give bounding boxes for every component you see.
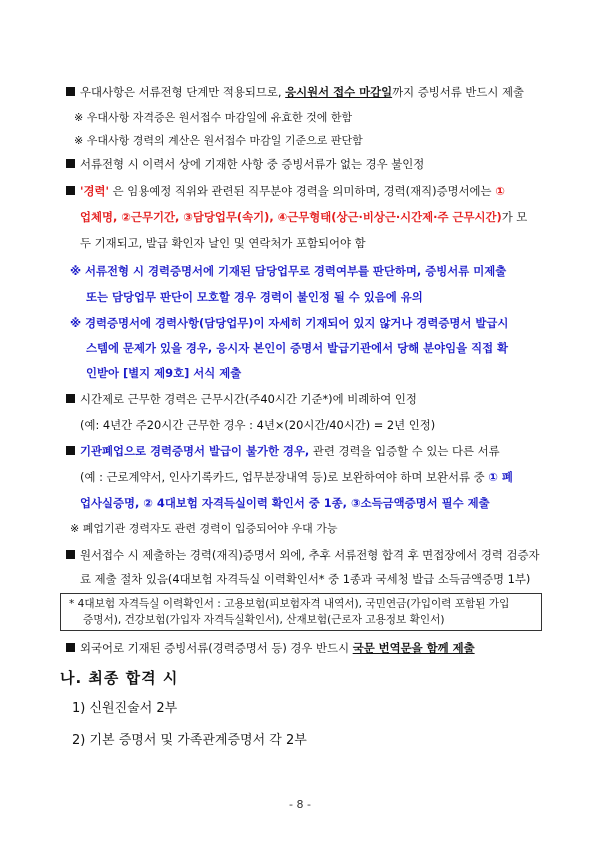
square-bullet-icon — [66, 394, 75, 403]
text: 우대사항은 서류전형 단계만 적용되므로, — [80, 85, 286, 99]
bullet-line-foreign-language — [66, 641, 475, 655]
page-number: - 8 - — [289, 798, 311, 811]
text: 원서접수 시 제출하는 경력(재직)증명서 외에, 추후 서류전형 합격 후 면접장에서 경력 검증자 — [80, 548, 540, 562]
circled-one: ① — [495, 184, 505, 198]
text: 은 임용예정 직위와 관련된 직무분야 경력을 의미하며, 경력(재직)증명서에는 — [108, 184, 496, 198]
square-bullet-icon — [66, 550, 75, 559]
translation-emphasis: 국문 번역문을 함께 제출 — [352, 641, 475, 655]
career-quote: '경력' — [80, 184, 109, 198]
career-items-emphasis: 업체명, ②근무기간, ③담당업무(속기), ④근무형태(상근·비상근·시간제·주 근무시간) — [80, 210, 502, 224]
square-bullet-icon — [66, 446, 75, 455]
bullet-line-no-proof — [66, 157, 424, 171]
career-items-line — [80, 210, 527, 224]
section-heading-final-pass: 나. 최종 합격 시 — [60, 669, 179, 687]
note-line-detail-2: 스템에 문제가 있을 경우, 응시자 본인이 증명서 발급기관에서 당해 분야임을 직접 확 — [86, 341, 509, 355]
note-box-line-2: 증명서), 건강보험(가입자 자격득실확인서), 산재보험(근로자 고용정보 확인서) — [83, 614, 445, 626]
part-time-example: (예: 4년간 주20시간 근무한 경우 : 4년×(20시간/40시간) = 2년 인정) — [80, 418, 436, 432]
note-line-judgment: ※ 서류전형 시 경력증명서에 기재된 담당업무로 경력여부를 판단하며, 증빙서류 미제출 — [70, 264, 507, 278]
note-box-line-1: * 4대보험 자격득실 이력확인서 : 고용보험(피보험자격 내역서), 국민연금(가입이력 포함된 가입 — [69, 598, 510, 610]
note-line-detail-3: 인받아 [별지 제9호] 서식 제출 — [86, 366, 242, 380]
square-bullet-icon — [66, 159, 75, 168]
text: 가 모 — [501, 210, 528, 224]
note-line-detail: ※ 경력증명서에 경력사항(담당업무)이 자세히 기재되어 있지 않거나 경력증명서 발급시 — [70, 316, 509, 330]
square-bullet-icon — [66, 87, 75, 96]
verification-line-2: 료 제출 절차 있음(4대보험 자격득실 이력확인서* 중 1종과 국세청 발급 소득금액증명 1부) — [80, 572, 531, 586]
required-docs-emphasis: ① 폐 — [488, 470, 513, 484]
note-line-judgment-2: 또는 담당업무 판단이 모호할 경우 경력이 불인정 될 수 있음에 유의 — [86, 290, 423, 304]
closed-institution-emphasis: 기관폐업으로 경력증명서 발급이 불가한 경우, — [80, 444, 310, 458]
list-item-certificates: 2) 기본 증명서 및 가족관계증명서 각 2부 — [72, 733, 307, 748]
career-items-line-2: 두 기재되고, 발급 확인자 날인 및 연락처가 포함되어야 함 — [80, 236, 366, 250]
note-line-career-calc: ※ 우대사항 경력의 계산은 원서접수 마감일 기준으로 판단함 — [74, 134, 363, 147]
text: (예 : 근로계약서, 인사기록카드, 업무분장내역 등)로 보완하여야 하며 보완서류 중 — [80, 470, 489, 484]
bullet-line-closed-institution — [66, 444, 500, 458]
bullet-line-career-definition — [66, 184, 505, 198]
insurance-note-box — [60, 593, 542, 631]
bullet-line-preference-deadline — [66, 85, 524, 99]
bullet-line-part-time — [66, 392, 417, 406]
text: 시간제로 근무한 경력은 근무시간(주40시간 기준*)에 비례하여 인정 — [80, 392, 417, 406]
bullet-line-verification — [66, 548, 539, 562]
square-bullet-icon — [66, 643, 75, 652]
text: 까지 증빙서류 반드시 제출 — [392, 85, 525, 99]
text: 관련 경력을 입증할 수 있는 다른 서류 — [309, 444, 500, 458]
closed-institution-line-3: 업사실증명, ② 4대보험 자격득실이력 확인서 중 1종, ③소득금액증명서 필수 제출 — [80, 496, 490, 510]
deadline-emphasis: 응시원서 접수 마감일 — [285, 85, 393, 99]
closed-institution-line-2 — [80, 470, 513, 484]
note-line-closed-career: ※ 폐업기관 경력자도 관련 경력이 입증되어야 우대 가능 — [70, 522, 338, 535]
text: 외국어로 기재된 증빙서류(경력증명서 등) 경우 반드시 — [80, 641, 353, 655]
list-item-background-statement: 1) 신원진술서 2부 — [72, 701, 178, 716]
note-line-certificate: ※ 우대사항 자격증은 원서접수 마감일에 유효한 것에 한함 — [74, 111, 353, 124]
text: 서류전형 시 이력서 상에 기재한 사항 중 증빙서류가 없는 경우 불인정 — [80, 157, 425, 171]
square-bullet-icon — [66, 186, 75, 195]
